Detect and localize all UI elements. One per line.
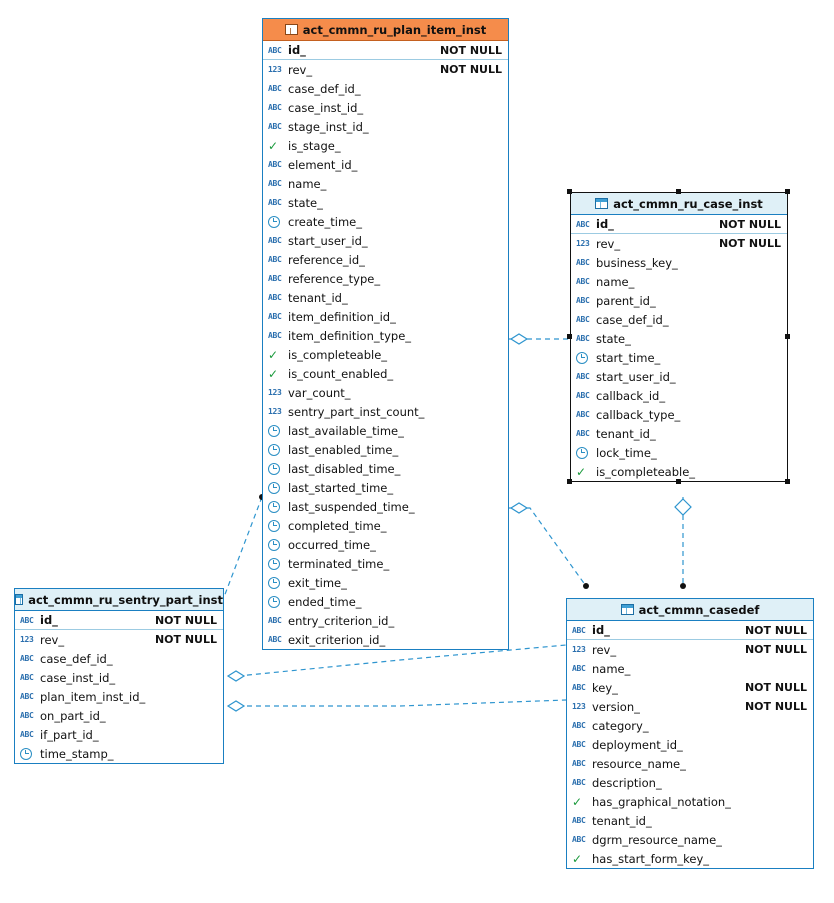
column-row[interactable] <box>263 307 508 326</box>
column-name: rev_ <box>288 62 313 77</box>
table-node-casedef[interactable] <box>566 598 814 869</box>
abc-icon: ABC <box>268 293 282 302</box>
column-row[interactable] <box>263 345 508 364</box>
column-constraint: NOT NULL <box>154 633 217 646</box>
column-name: id_ <box>596 217 614 231</box>
column-constraint: NOT NULL <box>439 63 502 76</box>
abc-icon: ABC <box>576 219 590 229</box>
column-constraint: NOT NULL <box>744 681 807 694</box>
table-node-sentry_part_inst[interactable] <box>14 588 224 764</box>
column-name: tenant_id_ <box>596 426 656 441</box>
column-name: callback_type_ <box>596 407 681 422</box>
column-row[interactable] <box>15 744 223 763</box>
column-name: rev_ <box>592 642 617 657</box>
column-row[interactable] <box>263 231 508 250</box>
column-name: last_disabled_time_ <box>288 461 401 476</box>
abc-icon: ABC <box>268 616 282 625</box>
table-header-case_inst[interactable] <box>571 193 787 215</box>
column-list <box>567 621 813 868</box>
column-row[interactable] <box>263 478 508 497</box>
column-name: start_user_id_ <box>596 369 676 384</box>
number-icon: 123 <box>268 65 282 74</box>
column-name: terminated_time_ <box>288 556 390 571</box>
timestamp-clock-icon <box>268 558 285 570</box>
timestamp-clock-icon <box>268 520 285 532</box>
column-constraint: NOT NULL <box>718 217 781 231</box>
column-name: reference_type_ <box>288 271 381 286</box>
table-icon <box>621 604 634 615</box>
column-row[interactable] <box>567 621 813 640</box>
column-name: parent_id_ <box>596 293 656 308</box>
resize-handle[interactable] <box>785 479 790 484</box>
column-name: resource_name_ <box>592 756 686 771</box>
abc-icon: ABC <box>576 334 590 343</box>
column-row[interactable] <box>15 725 223 744</box>
abc-icon: ABC <box>268 274 282 283</box>
abc-icon: ABC <box>20 615 34 625</box>
column-row[interactable] <box>571 386 787 405</box>
column-name: last_started_time_ <box>288 480 394 495</box>
abc-icon: ABC <box>572 721 586 730</box>
column-name: lock_time_ <box>596 445 657 460</box>
column-name: start_user_id_ <box>288 233 368 248</box>
column-row[interactable] <box>263 592 508 611</box>
column-constraint: NOT NULL <box>439 43 502 57</box>
column-name: key_ <box>592 680 618 695</box>
resize-handle[interactable] <box>785 334 790 339</box>
abc-icon: ABC <box>572 740 586 749</box>
table-icon <box>285 24 298 35</box>
resize-handle[interactable] <box>676 479 681 484</box>
column-name: item_definition_type_ <box>288 328 412 343</box>
abc-icon: ABC <box>268 179 282 188</box>
abc-icon: ABC <box>268 198 282 207</box>
column-name: is_stage_ <box>288 138 341 153</box>
abc-icon: ABC <box>572 625 586 635</box>
column-row[interactable] <box>571 329 787 348</box>
abc-icon: ABC <box>268 236 282 245</box>
column-name: name_ <box>596 274 635 289</box>
column-row[interactable] <box>263 497 508 516</box>
abc-icon: ABC <box>576 372 590 381</box>
column-name: is_count_enabled_ <box>288 366 394 381</box>
column-row[interactable] <box>263 288 508 307</box>
table-header-sentry_part_inst[interactable] <box>15 589 223 611</box>
abc-icon: ABC <box>576 296 590 305</box>
table-header-plan_item_inst[interactable] <box>263 19 508 41</box>
column-name: exit_criterion_id_ <box>288 632 386 647</box>
column-name: description_ <box>592 775 662 790</box>
column-name: state_ <box>596 331 631 346</box>
column-row[interactable] <box>263 193 508 212</box>
column-row[interactable] <box>571 234 787 253</box>
column-name: name_ <box>288 176 327 191</box>
column-row[interactable] <box>567 792 813 811</box>
abc-icon: ABC <box>268 312 282 321</box>
column-name: case_def_id_ <box>288 81 361 96</box>
number-icon: 123 <box>572 645 586 654</box>
column-row[interactable] <box>263 326 508 345</box>
abc-icon: ABC <box>268 635 282 644</box>
column-list <box>263 41 508 649</box>
column-name: var_count_ <box>288 385 351 400</box>
column-name: item_definition_id_ <box>288 309 396 324</box>
abc-icon: ABC <box>268 331 282 340</box>
column-list <box>571 215 787 481</box>
column-name: plan_item_inst_id_ <box>40 689 146 704</box>
number-icon: 123 <box>576 239 590 248</box>
column-row[interactable] <box>567 811 813 830</box>
column-name: tenant_id_ <box>592 813 652 828</box>
abc-icon: ABC <box>20 654 34 663</box>
column-name: last_suspended_time_ <box>288 499 415 514</box>
column-row[interactable] <box>571 253 787 272</box>
column-constraint: NOT NULL <box>744 700 807 713</box>
resize-handle[interactable] <box>567 334 572 339</box>
boolean-check-icon: ✓ <box>268 366 279 381</box>
column-name: ended_time_ <box>288 594 362 609</box>
column-row[interactable] <box>263 250 508 269</box>
column-row[interactable] <box>567 678 813 697</box>
abc-icon: ABC <box>20 692 34 701</box>
column-row[interactable] <box>263 383 508 402</box>
column-row[interactable] <box>567 754 813 773</box>
column-name: is_completeable_ <box>288 347 388 362</box>
timestamp-clock-icon <box>576 447 593 459</box>
abc-icon: ABC <box>268 103 282 112</box>
boolean-check-icon: ✓ <box>268 138 279 153</box>
abc-icon: ABC <box>572 664 586 673</box>
column-row[interactable] <box>263 573 508 592</box>
column-name: case_inst_id_ <box>288 100 364 115</box>
column-name: last_available_time_ <box>288 423 404 438</box>
column-name: dgrm_resource_name_ <box>592 832 722 847</box>
abc-icon: ABC <box>572 759 586 768</box>
column-row[interactable] <box>263 98 508 117</box>
column-row[interactable] <box>263 79 508 98</box>
column-row[interactable] <box>567 849 813 868</box>
table-node-case_inst[interactable] <box>570 192 788 482</box>
column-name: tenant_id_ <box>288 290 348 305</box>
table-icon <box>15 594 23 605</box>
column-name: category_ <box>592 718 649 733</box>
column-name: entry_criterion_id_ <box>288 613 395 628</box>
table-title: act_cmmn_ru_sentry_part_inst <box>28 592 223 607</box>
column-row[interactable] <box>567 773 813 792</box>
column-name: completed_time_ <box>288 518 387 533</box>
column-name: stage_inst_id_ <box>288 119 369 134</box>
abc-icon: ABC <box>20 711 34 720</box>
timestamp-clock-icon <box>20 748 37 760</box>
boolean-check-icon: ✓ <box>572 794 583 809</box>
number-icon: 123 <box>20 635 34 644</box>
abc-icon: ABC <box>576 391 590 400</box>
column-constraint: NOT NULL <box>154 613 217 627</box>
column-row[interactable] <box>571 443 787 462</box>
abc-icon: ABC <box>268 122 282 131</box>
abc-icon: ABC <box>572 778 586 787</box>
column-name: id_ <box>40 613 58 627</box>
column-name: reference_id_ <box>288 252 365 267</box>
column-row[interactable] <box>263 630 508 649</box>
timestamp-clock-icon <box>268 425 285 437</box>
table-title: act_cmmn_ru_plan_item_inst <box>302 22 487 37</box>
timestamp-clock-icon <box>268 463 285 475</box>
resize-handle[interactable] <box>567 479 572 484</box>
timestamp-clock-icon <box>268 539 285 551</box>
column-name: element_id_ <box>288 157 358 172</box>
column-name: business_key_ <box>596 255 678 270</box>
column-row[interactable] <box>571 291 787 310</box>
column-name: rev_ <box>596 236 621 251</box>
column-list <box>15 611 223 763</box>
column-row[interactable] <box>571 405 787 424</box>
abc-icon: ABC <box>572 816 586 825</box>
column-name: is_completeable_ <box>596 464 696 479</box>
abc-icon: ABC <box>576 410 590 419</box>
column-name: rev_ <box>40 632 65 647</box>
column-row[interactable] <box>15 687 223 706</box>
resize-handle[interactable] <box>785 189 790 194</box>
column-name: has_graphical_notation_ <box>592 794 731 809</box>
column-row[interactable] <box>263 421 508 440</box>
column-name: case_def_id_ <box>596 312 669 327</box>
column-row[interactable] <box>263 117 508 136</box>
abc-icon: ABC <box>268 45 282 55</box>
column-row[interactable] <box>567 659 813 678</box>
column-row[interactable] <box>571 310 787 329</box>
abc-icon: ABC <box>268 160 282 169</box>
column-name: id_ <box>288 43 306 57</box>
column-constraint: NOT NULL <box>744 643 807 656</box>
column-name: deployment_id_ <box>592 737 683 752</box>
column-row[interactable] <box>263 174 508 193</box>
column-row[interactable] <box>263 212 508 231</box>
column-name: has_start_form_key_ <box>592 851 710 866</box>
column-row[interactable] <box>263 41 508 60</box>
timestamp-clock-icon <box>268 577 285 589</box>
column-row[interactable] <box>263 60 508 79</box>
column-row[interactable] <box>15 649 223 668</box>
column-row[interactable] <box>263 440 508 459</box>
column-row[interactable] <box>263 402 508 421</box>
resize-handle[interactable] <box>676 189 681 194</box>
timestamp-clock-icon <box>268 596 285 608</box>
column-name: case_def_id_ <box>40 651 113 666</box>
column-name: on_part_id_ <box>40 708 106 723</box>
boolean-check-icon: ✓ <box>268 347 279 362</box>
column-row[interactable] <box>571 215 787 234</box>
column-constraint: NOT NULL <box>744 623 807 637</box>
abc-icon: ABC <box>576 315 590 324</box>
column-name: version_ <box>592 699 640 714</box>
column-row[interactable] <box>263 516 508 535</box>
column-name: state_ <box>288 195 323 210</box>
column-row[interactable] <box>15 611 223 630</box>
column-name: time_stamp_ <box>40 746 114 761</box>
column-name: sentry_part_inst_count_ <box>288 404 425 419</box>
number-icon: 123 <box>268 388 282 397</box>
column-name: id_ <box>592 623 610 637</box>
table-title: act_cmmn_ru_case_inst <box>613 196 763 211</box>
column-row[interactable] <box>263 155 508 174</box>
column-row[interactable] <box>567 640 813 659</box>
column-constraint: NOT NULL <box>718 237 781 250</box>
table-title: act_cmmn_casedef <box>638 602 760 617</box>
column-name: exit_time_ <box>288 575 347 590</box>
abc-icon: ABC <box>576 429 590 438</box>
table-node-plan_item_inst[interactable] <box>262 18 509 650</box>
column-row[interactable] <box>571 348 787 367</box>
resize-handle[interactable] <box>567 189 572 194</box>
column-row[interactable] <box>15 706 223 725</box>
abc-icon: ABC <box>20 730 34 739</box>
timestamp-clock-icon <box>268 501 285 513</box>
column-name: last_enabled_time_ <box>288 442 399 457</box>
column-row[interactable] <box>567 830 813 849</box>
column-row[interactable] <box>263 136 508 155</box>
timestamp-clock-icon <box>268 216 285 228</box>
column-row[interactable] <box>263 554 508 573</box>
column-name: create_time_ <box>288 214 362 229</box>
table-icon <box>595 198 608 209</box>
abc-icon: ABC <box>268 255 282 264</box>
column-row[interactable] <box>571 367 787 386</box>
column-row[interactable] <box>571 272 787 291</box>
column-row[interactable] <box>263 269 508 288</box>
timestamp-clock-icon <box>268 444 285 456</box>
number-icon: 123 <box>572 702 586 711</box>
column-name: start_time_ <box>596 350 661 365</box>
boolean-check-icon: ✓ <box>572 851 583 866</box>
column-row[interactable] <box>263 611 508 630</box>
abc-icon: ABC <box>572 835 586 844</box>
column-row[interactable] <box>567 735 813 754</box>
column-row[interactable] <box>263 459 508 478</box>
column-row[interactable] <box>567 716 813 735</box>
abc-icon: ABC <box>572 683 586 692</box>
table-header-casedef[interactable] <box>567 599 813 621</box>
column-name: if_part_id_ <box>40 727 99 742</box>
column-row[interactable] <box>263 535 508 554</box>
abc-icon: ABC <box>576 258 590 267</box>
column-name: callback_id_ <box>596 388 666 403</box>
column-name: name_ <box>592 661 631 676</box>
column-row[interactable] <box>567 697 813 716</box>
column-row[interactable] <box>15 668 223 687</box>
column-row[interactable] <box>15 630 223 649</box>
number-icon: 123 <box>268 407 282 416</box>
abc-icon: ABC <box>268 84 282 93</box>
column-row[interactable] <box>263 364 508 383</box>
abc-icon: ABC <box>576 277 590 286</box>
column-name: occurred_time_ <box>288 537 376 552</box>
timestamp-clock-icon <box>268 482 285 494</box>
column-row[interactable] <box>571 424 787 443</box>
timestamp-clock-icon <box>576 352 593 364</box>
boolean-check-icon: ✓ <box>576 464 587 479</box>
abc-icon: ABC <box>20 673 34 682</box>
column-name: case_inst_id_ <box>40 670 116 685</box>
